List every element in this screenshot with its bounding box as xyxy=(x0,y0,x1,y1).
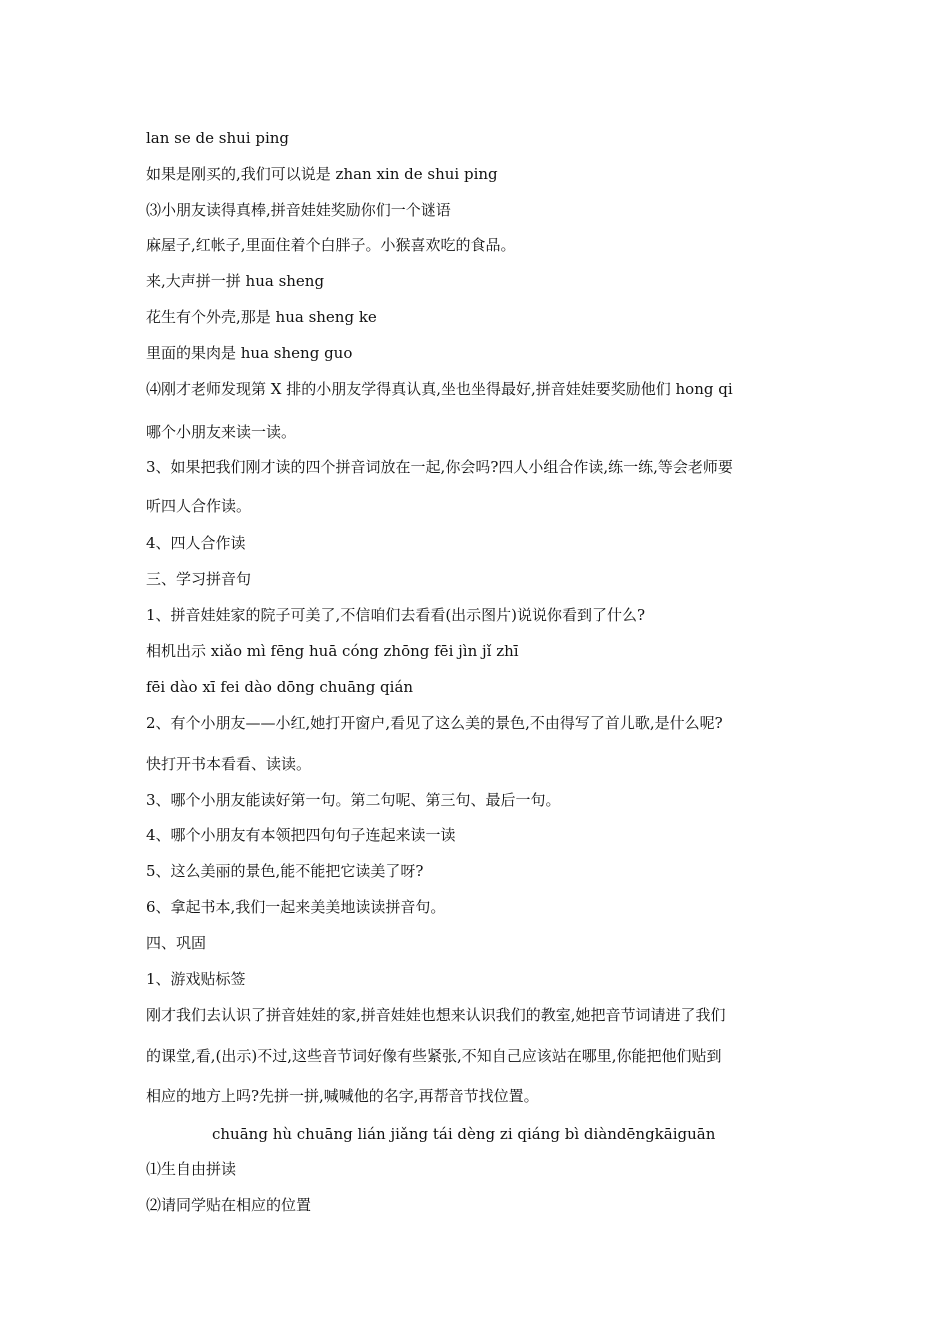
text-line: 的课堂,看,(出示)不过,这些音节词好像有些紧张,不知自己应该站在哪里,你能把他们贴到 xyxy=(146,1047,722,1065)
text-line: 3、如果把我们刚才读的四个拼音词放在一起,你会吗?四人小组合作读,练一练,等会老师要 xyxy=(146,458,733,476)
pinyin-word-list: chuāng hù chuāng lián jiǎng tái dèng zi qiáng bì diàndēngkāiguān xyxy=(212,1125,716,1143)
text-line: lan se de shui ping xyxy=(146,129,290,147)
text-line: 来,大声拼一拼 hua sheng xyxy=(146,272,325,290)
text-line: 2、有个小朋友——小红,她打开窗户,看见了这么美的景色,不由得写了首儿歌,是什么呢? xyxy=(146,714,723,732)
section-heading: 四、巩固 xyxy=(146,934,207,952)
text-line: ⑵请同学贴在相应的位置 xyxy=(146,1196,312,1214)
text-line: 快打开书本看看、读读。 xyxy=(146,755,312,773)
text-line: 相机出示 xiǎo mì fēng huā cóng zhōng fēi jìn jǐ zhī xyxy=(146,642,519,660)
text-line: ⑴生自由拼读 xyxy=(146,1160,237,1178)
text-line: 5、这么美丽的景色,能不能把它读美了呀? xyxy=(146,862,424,880)
text-line: 3、哪个小朋友能读好第一句。第二句呢、第三句、最后一句。 xyxy=(146,791,561,809)
text-line: 6、拿起书本,我们一起来美美地读读拼音句。 xyxy=(146,898,446,916)
text-line: 麻屋子,红帐子,里面住着个白胖子。小猴喜欢吃的食品。 xyxy=(146,236,516,254)
text-line: ⑷刚才老师发现第 X 排的小朋友学得真认真,坐也坐得最好,拼音娃娃要奖励他们 hong qi xyxy=(146,380,733,398)
text-line: 1、拼音娃娃家的院子可美了,不信咱们去看看(出示图片)说说你看到了什么? xyxy=(146,606,646,624)
text-line: 刚才我们去认识了拼音娃娃的家,拼音娃娃也想来认识我们的教室,她把音节词请进了我们 xyxy=(146,1006,726,1024)
text-line: fēi dào xī fei dào dōng chuāng qián xyxy=(146,678,414,696)
section-heading: 三、学习拼音句 xyxy=(146,570,252,588)
text-line: 4、哪个小朋友有本领把四句句子连起来读一读 xyxy=(146,826,456,844)
text-line: ⑶小朋友读得真棒,拼音娃娃奖励你们一个谜语 xyxy=(146,201,451,219)
text-line: 4、四人合作读 xyxy=(146,534,246,552)
text-line: 如果是刚买的,我们可以说是 zhan xin de shui ping xyxy=(146,165,498,183)
text-line: 听四人合作读。 xyxy=(146,497,252,515)
text-line: 1、游戏贴标签 xyxy=(146,970,246,988)
text-line: 哪个小朋友来读一读。 xyxy=(146,423,297,441)
text-line: 相应的地方上吗?先拼一拼,喊喊他的名字,再帮音节找位置。 xyxy=(146,1087,539,1105)
text-line: 里面的果肉是 hua sheng guo xyxy=(146,344,353,362)
text-line: 花生有个外壳,那是 hua sheng ke xyxy=(146,308,377,326)
